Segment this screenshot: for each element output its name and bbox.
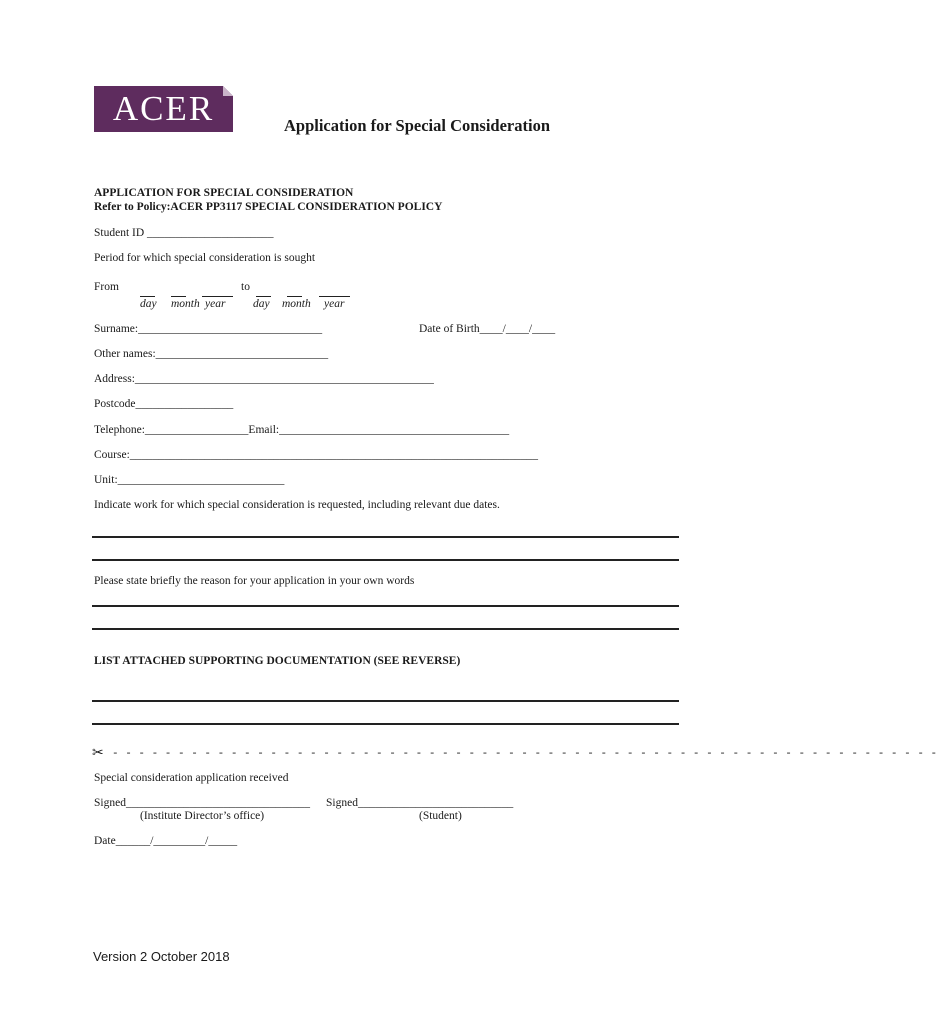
reason-label: Please state briefly the reason for your application in your own words	[94, 575, 415, 587]
logo-text: ACER	[112, 89, 215, 128]
period-label: Period for which special consideration is sought	[94, 252, 316, 264]
work-indication-label: Indicate work for which special consideration is requested, including relevant due dates.	[94, 499, 500, 511]
director-signature-field[interactable]: Signed________________________________	[94, 797, 310, 809]
postcode-field[interactable]: Postcode_________________	[94, 398, 234, 410]
course-field[interactable]: Course:_______________________________________________________________________	[94, 449, 539, 461]
to-month-blank[interactable]	[287, 296, 302, 297]
from-label: From	[94, 281, 119, 293]
other-names-field[interactable]: Other names:______________________________	[94, 348, 329, 360]
page-title: Application for Special Consideration	[284, 116, 551, 135]
telephone-email-field[interactable]: Telephone:__________________Email:________________________________________	[94, 424, 510, 436]
tear-off-line: - - - - - - - - - - - - - - - - - - - - - - - - - - - - - - - - - - - - - - - - - - - - - - - - - - - - - - - - - - - - - - -	[112, 748, 937, 760]
director-office-caption: (Institute Director’s office)	[140, 810, 265, 822]
from-month-caption: month	[171, 298, 200, 310]
to-month-caption: month	[282, 298, 311, 310]
student-signature-field[interactable]: Signed___________________________	[326, 797, 514, 809]
documentation-line-2[interactable]	[92, 723, 679, 725]
reason-answer-line-2[interactable]	[92, 628, 679, 630]
receipt-date-field[interactable]: Date______/_________/_____	[94, 835, 238, 847]
documentation-line-1[interactable]	[92, 700, 679, 702]
from-year-blank[interactable]	[202, 296, 233, 297]
from-day-caption: day	[140, 298, 157, 310]
from-day-blank[interactable]	[140, 296, 155, 297]
student-id-field[interactable]: Student ID ______________________	[94, 227, 274, 239]
from-year-caption: year	[205, 298, 226, 310]
received-label: Special consideration application received	[94, 772, 289, 784]
surname-field[interactable]: Surname:________________________________	[94, 323, 323, 335]
from-month-blank[interactable]	[171, 296, 186, 297]
to-day-caption: day	[253, 298, 270, 310]
date-of-birth-field[interactable]: Date of Birth____/____/____	[419, 323, 556, 335]
reason-answer-line-1[interactable]	[92, 605, 679, 607]
acer-logo	[94, 86, 233, 132]
form-heading: APPLICATION FOR SPECIAL CONSIDERATION	[94, 187, 354, 199]
documentation-label: LIST ATTACHED SUPPORTING DOCUMENTATION (SEE REVERSE)	[94, 655, 461, 667]
work-answer-line-1[interactable]	[92, 536, 679, 538]
address-field[interactable]: Address:____________________________________________________	[94, 373, 434, 385]
version-footer: Version 2 October 2018	[93, 949, 230, 964]
to-day-blank[interactable]	[256, 296, 271, 297]
unit-field[interactable]: Unit:_____________________________	[94, 474, 285, 486]
to-year-caption: year	[324, 298, 345, 310]
student-caption: (Student)	[419, 810, 462, 822]
to-label: to	[241, 281, 250, 293]
policy-reference: Refer to Policy:ACER PP3117 SPECIAL CONSIDERATION POLICY	[94, 201, 443, 213]
to-year-blank[interactable]	[319, 296, 350, 297]
work-answer-line-2[interactable]	[92, 559, 679, 561]
scissors-icon: ✂	[92, 746, 104, 761]
